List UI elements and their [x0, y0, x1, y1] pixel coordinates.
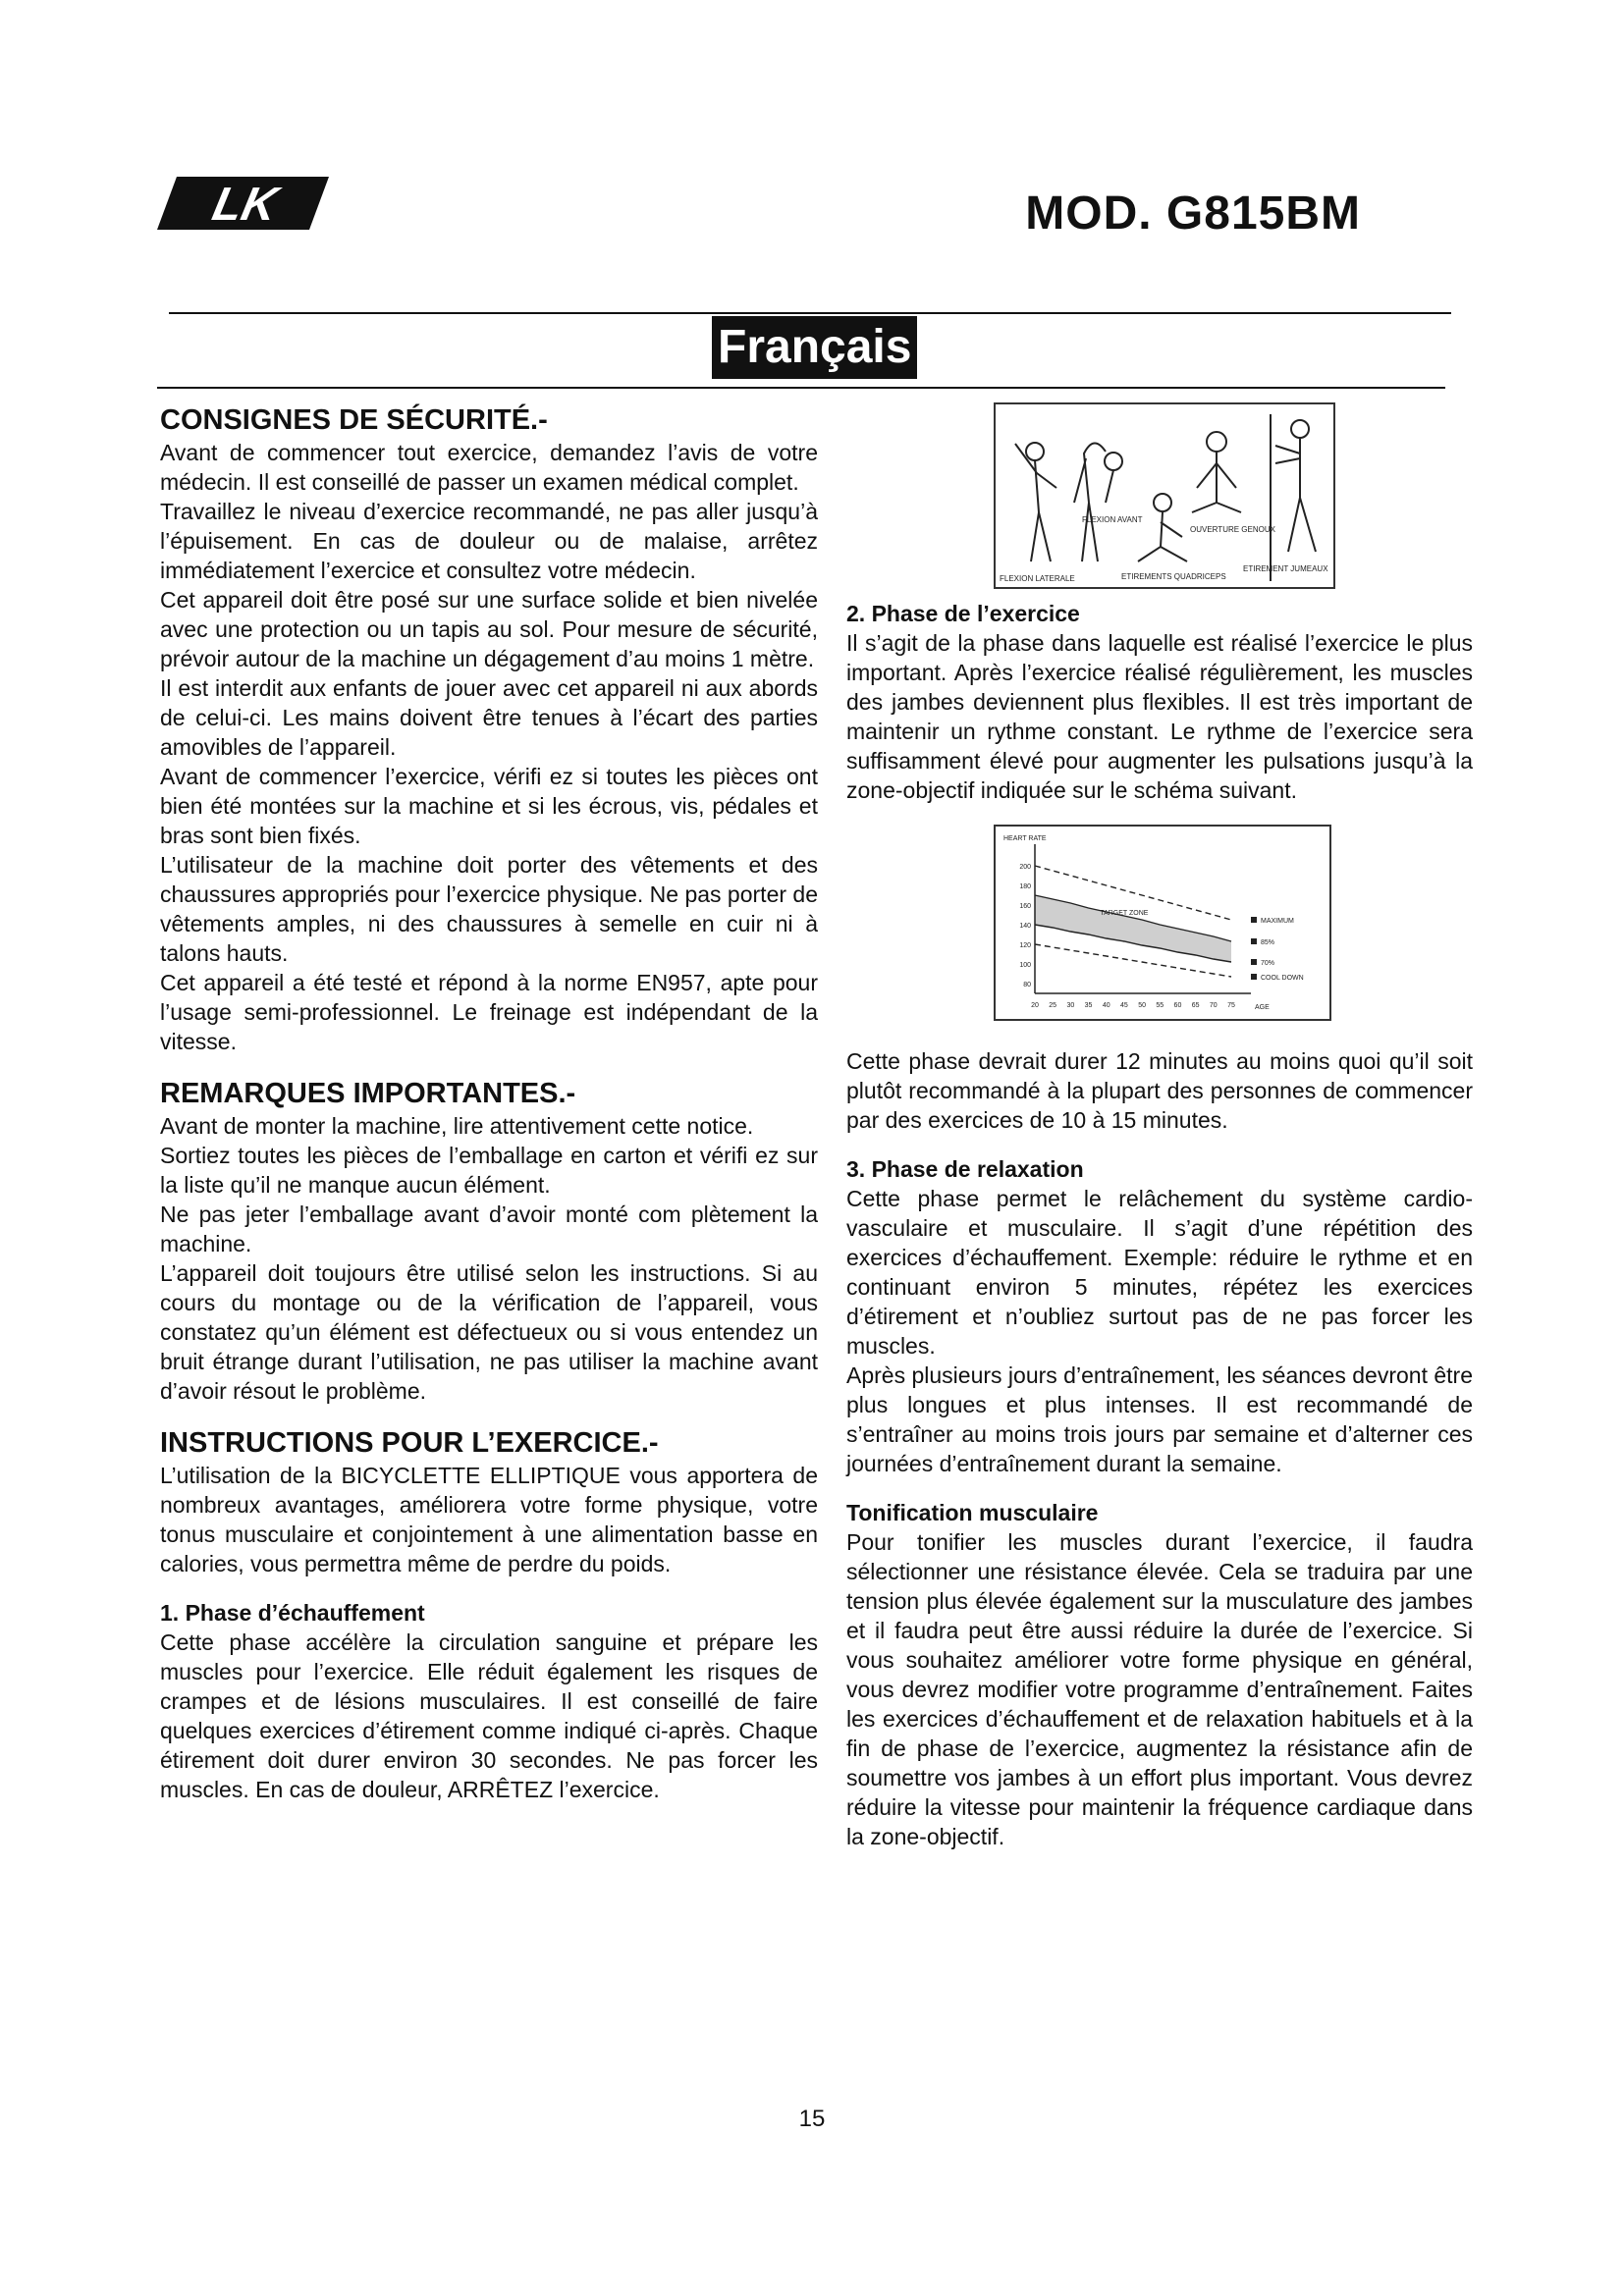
remarks-p2: Sortiez toutes les pièces de l’emballage en carton et vérifi ez sur la liste qu’il ne manque aucun élément. — [160, 1143, 818, 1198]
x-tick-label: 70 — [1209, 1002, 1218, 1009]
legend-marker — [1251, 974, 1257, 980]
safety-p6: L’utilisateur de la machine doit porter des vêtements et des chaussures appropriés pour l’exercice physique. Ne pas porter de vêtements amples, ni des chaussures à semelle en cuir ni à talons hauts. — [160, 852, 818, 966]
phase3-p2: Après plusieurs jours d’entraînement, les séances devront être plus longues et plus intenses. Il est recommandé de s’entraîner au moins trois jours par semaine et d’alterner ces journées d’entraînement durant la semaine. — [846, 1362, 1473, 1476]
stretching-figure — [994, 402, 1335, 589]
page-number: 15 — [798, 2106, 826, 2132]
phase1-text: Cette phase accélère la circulation sanguine et prépare les muscles pour l’exercice. Elle réduit également les risques de crampes et de lésions musculaires. Il est conseillé de faire quelques exercices d’étirement comme indiqué ci-après. Chaque étirement doit durer environ 30 secondes. Ne pas forcer les muscles. En cas de douleur, ARRÊTEZ l’exercice. — [160, 1629, 818, 1802]
safety-p7: Cet appareil a été testé et répond à la norme EN957, apte pour l’usage semi-professionnel. Le freinage est indépendant de la vitesse. — [160, 970, 818, 1054]
x-tick-label: 40 — [1102, 1002, 1110, 1009]
x-tick-label: 20 — [1031, 1002, 1039, 1009]
safety-heading: CONSIGNES DE SÉCURITÉ.- — [160, 404, 548, 436]
left-column — [160, 402, 818, 1804]
y-tick-label: 120 — [1019, 942, 1031, 949]
legend-label: MAXIMUM — [1261, 918, 1294, 925]
x-tick-label: 65 — [1191, 1002, 1200, 1009]
target-zone-label: TARGET ZONE — [1100, 910, 1149, 917]
legend-marker — [1251, 917, 1257, 923]
y-tick-label: 140 — [1019, 923, 1031, 930]
legend-marker — [1251, 959, 1257, 965]
y-tick-label: 200 — [1019, 864, 1031, 871]
legend-label: 85% — [1261, 939, 1275, 946]
phase2-text: Il s’agit de la phase dans laquelle est réalisé l’exercice le plus important. Après l’exercice réalisé régulièrement, les muscles des jambes deviennent plus flexibles. Il est très important de maintenir un rythme constant. Le rythme de l’exercice sera suffisamment élevé pour augmenter les pulsations jusqu’à la zone-objectif indiquée sur le schéma suivant. — [846, 630, 1473, 803]
stretch-figure-1 — [1026, 443, 1044, 460]
toning-heading: Tonification musculaire — [846, 1500, 1099, 1525]
x-tick-label: 50 — [1138, 1002, 1146, 1009]
safety-p3: Cet appareil doit être posé sur une surface solide et bien nivelée avec une protection ou un tapis au sol. Pour mesure de sécurité, prévoir autour de la machine un dégagement d’au moins 1 mètre. — [160, 587, 818, 671]
stretch-figure-3 — [1154, 494, 1171, 511]
right-column — [846, 402, 1473, 1851]
stretch-figure-2 — [1105, 453, 1122, 470]
toning-text: Pour tonifier les muscles durant l’exercice, il faudra sélectionner une résistance élevée. Cela se traduira par une tension plus élevée également sur la musculature des jambes et il faudra peut être aussi réduire la durée de l’exercice. Si vous souhaitez améliorer votre forme physique en général, vous devrez modifier votre programme d’entraînement. Faites les exercices d’échauffement et de relaxation habituels et à la fin de phase de l’exercice, augmentez la résistance afin de soumettre vos jambes à un effort plus important. Vous devrez réduire la vitesse pour maintenir la fréquence cardiaque dans la zone-objectif. — [846, 1529, 1473, 1849]
phase2-duration: Cette phase devrait durer 12 minutes au moins quoi qu’il soit plutôt recommandé à la plupart des personnes de commencer par des exercices de 10 à 15 minutes. — [846, 1048, 1473, 1133]
y-axis-label: HEART RATE — [1003, 835, 1047, 842]
phase2-heading: 2. Phase de l’exercice — [846, 601, 1080, 626]
legend-marker — [1251, 938, 1257, 944]
instructions-p1: L’utilisation de la BICYCLETTE ELLIPTIQUE vous apportera de nombreux avantages, améliorera votre forme physique, votre tonus musculaire et conjointement à une alimentation basse en calories, vous permettra même de perdre du poids. — [160, 1463, 818, 1576]
safety-p2: Travaillez le niveau d’exercice recommandé, ne pas aller jusqu’à l’épuisement. En cas de douleur ou de malaise, arrêtez immédiatement l’exercice et consultez votre médecin. — [160, 499, 818, 583]
lk-logo — [157, 175, 329, 232]
heart-rate-chart — [994, 825, 1331, 1021]
label-flexion-laterale: FLEXION LATERALE — [1000, 574, 1075, 583]
phase3-heading: 3. Phase de relaxation — [846, 1156, 1084, 1182]
label-etirement-jumeaux: ETIREMENT JUMEAUX — [1243, 564, 1328, 573]
y-tick-label: 160 — [1019, 903, 1031, 910]
label-flexion-avant: FLEXION AVANT — [1082, 515, 1143, 524]
y-tick-label: 180 — [1019, 883, 1031, 890]
x-tick-label: 60 — [1173, 1002, 1182, 1009]
language-badge: Français — [712, 316, 917, 379]
x-tick-label: 55 — [1156, 1002, 1164, 1009]
phase1-heading: 1. Phase d’échauffement — [160, 1600, 425, 1626]
remarks-heading: REMARQUES IMPORTANTES.- — [160, 1078, 576, 1109]
safety-p4: Il est interdit aux enfants de jouer avec cet appareil ni aux abords de celui-ci. Les mains doivent être tenues à l’écart des parties amovibles de l’appareil. — [160, 675, 818, 760]
top-rule — [169, 312, 1451, 314]
stretch-figure-4 — [1207, 432, 1226, 452]
x-tick-label: 35 — [1084, 1002, 1093, 1009]
legend-label: 70% — [1261, 960, 1275, 967]
stretch-figure-5 — [1291, 420, 1309, 438]
x-tick-label: 45 — [1120, 1002, 1128, 1009]
label-ouverture-genoux: OUVERTURE GENOUX — [1190, 525, 1275, 534]
model-title: MOD. G815BM — [1025, 187, 1361, 240]
x-tick-label: 25 — [1049, 1002, 1057, 1009]
remarks-p3: Ne pas jeter l’emballage avant d’avoir monté com plètement la machine. — [160, 1201, 818, 1256]
safety-p1: Avant de commencer tout exercice, demandez l’avis de votre médecin. Il est conseillé de passer un examen médical complet. — [160, 440, 818, 495]
target-zone-band — [1035, 895, 1231, 962]
remarks-p1: Avant de monter la machine, lire attentivement cette notice. — [160, 1113, 754, 1139]
legend-label: COOL DOWN — [1261, 975, 1304, 982]
phase3-p1: Cette phase permet le relâchement du système cardio-vasculaire et musculaire. Il s’agit d’une répétition des exercices d’échauffement. Exemple: réduire le rythme et en continuant environ 5 minutes, répétez les exercices d’étirement et n’oubliez surtout pas de ne pas forcer les muscles. — [846, 1186, 1473, 1359]
instructions-heading: INSTRUCTIONS POUR L’EXERCICE.- — [160, 1427, 659, 1459]
label-etirements-quadriceps: ETIREMENTS QUADRICEPS — [1121, 572, 1226, 581]
remarks-p4: L’appareil doit toujours être utilisé selon les instructions. Si au cours du montage ou de la vérification de l’appareil, vous constatez qu’un élément est défectueux ou si vous entendez un bruit étrange durant l’utilisation, ne pas utiliser la machine avant d’avoir résout le problème. — [160, 1260, 818, 1404]
lang-rule — [157, 387, 1445, 389]
y-tick-label: 80 — [1023, 982, 1031, 988]
x-tick-label: 30 — [1066, 1002, 1075, 1009]
y-tick-label: 100 — [1019, 962, 1031, 969]
safety-p5: Avant de commencer l’exercice, vérifi ez si toutes les pièces ont bien été montées sur la machine et si les écrous, vis, pédales et bras sont bien fixés. — [160, 764, 818, 848]
x-tick-label: 75 — [1227, 1002, 1235, 1009]
x-axis-label: AGE — [1255, 1004, 1270, 1011]
logo-text: LK — [207, 178, 283, 231]
